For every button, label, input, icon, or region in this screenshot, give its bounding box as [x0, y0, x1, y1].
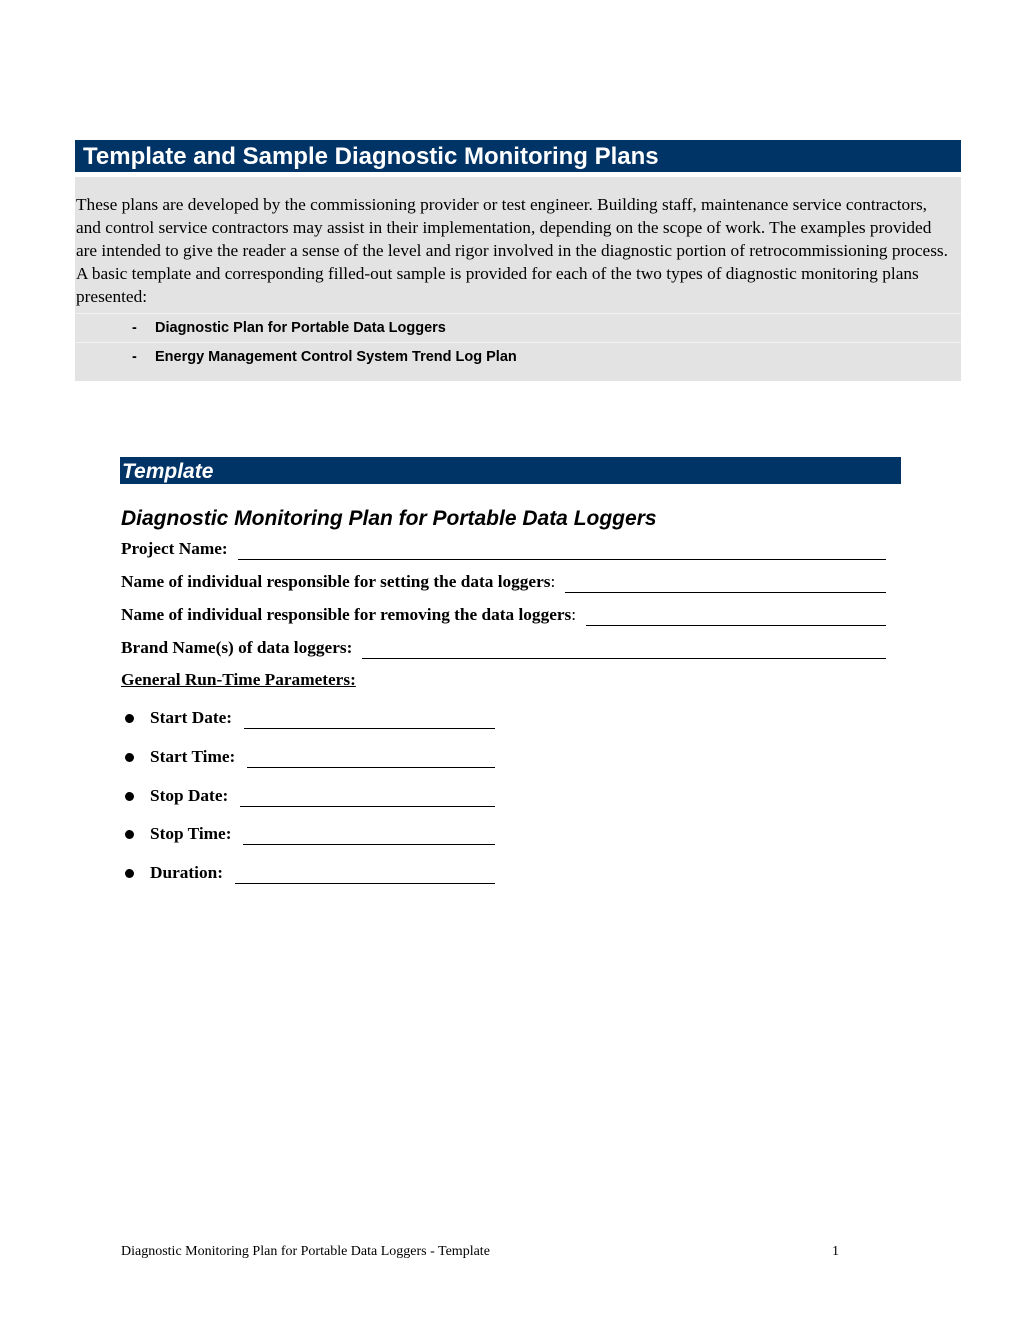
duration-field: [125, 862, 495, 884]
plan-type-item: [75, 342, 961, 371]
stop-time-field: [125, 823, 495, 845]
bullet-icon: [125, 830, 134, 839]
duration-blank[interactable]: [235, 865, 495, 884]
dash-marker: -: [132, 349, 137, 365]
plan-type-label: Energy Management Control System Trend Log Plan: [155, 349, 517, 365]
remover-colon: :: [571, 605, 577, 624]
start-time-blank[interactable]: [247, 749, 495, 768]
main-title-banner: [75, 140, 961, 172]
plan-type-item: [75, 313, 961, 342]
template-banner-label: Template: [122, 460, 214, 483]
start-date-blank[interactable]: [244, 710, 495, 729]
start-time-label: Start Time:: [150, 747, 236, 766]
project-name-label: Project Name:: [121, 539, 228, 558]
main-title: Template and Sample Diagnostic Monitoring Plans: [83, 143, 659, 170]
bullet-icon: [125, 869, 134, 878]
brand-names-label: Brand Name(s) of data loggers:: [121, 638, 353, 657]
run-time-heading: General Run-Time Parameters:: [121, 670, 356, 689]
bullet-icon: [125, 753, 134, 762]
stop-time-blank[interactable]: [243, 826, 495, 845]
stop-date-field: [125, 785, 495, 807]
remover-field: [121, 604, 886, 626]
setter-label: Name of individual responsible for setting the data loggers: [121, 572, 551, 591]
plan-type-label: Diagnostic Plan for Portable Data Loggers: [155, 320, 446, 336]
duration-label: Duration:: [150, 863, 223, 882]
template-banner: [120, 457, 901, 484]
remover-blank[interactable]: [586, 607, 886, 626]
plan-title: Diagnostic Monitoring Plan for Portable Data Loggers: [121, 507, 657, 530]
setter-colon: :: [550, 572, 556, 591]
start-time-field: [125, 746, 495, 768]
stop-date-label: Stop Date:: [150, 786, 229, 805]
dash-marker: -: [132, 320, 137, 336]
page-number: 1: [832, 1244, 839, 1259]
start-date-label: Start Date:: [150, 708, 233, 727]
brand-names-blank[interactable]: [362, 640, 886, 659]
intro-paragraph: These plans are developed by the commissioning provider or test engineer. Building staff, maintenance service contractors, and control service contractors may assist in their implementation, depending on the scope of work. The examples provided are intended to give the reader a sense of the level and rigor involved in the diagnostic portion of retrocommissioning process. A basic template and corresponding filled-out sample is provided for each of the two types of diagnostic monitoring plans presented:: [76, 195, 948, 306]
brand-names-field: [121, 637, 886, 659]
remover-label: Name of individual responsible for removing the data loggers: [121, 605, 572, 624]
setter-field: [121, 571, 886, 593]
bullet-icon: [125, 714, 134, 723]
project-name-blank[interactable]: [238, 541, 886, 560]
bullet-icon: [125, 792, 134, 801]
stop-time-label: Stop Time:: [150, 824, 232, 843]
setter-blank[interactable]: [565, 574, 886, 593]
start-date-field: [125, 707, 495, 729]
project-name-field: [121, 538, 886, 560]
footer-text: Diagnostic Monitoring Plan for Portable Data Loggers - Template: [121, 1244, 490, 1259]
stop-date-blank[interactable]: [240, 788, 495, 807]
